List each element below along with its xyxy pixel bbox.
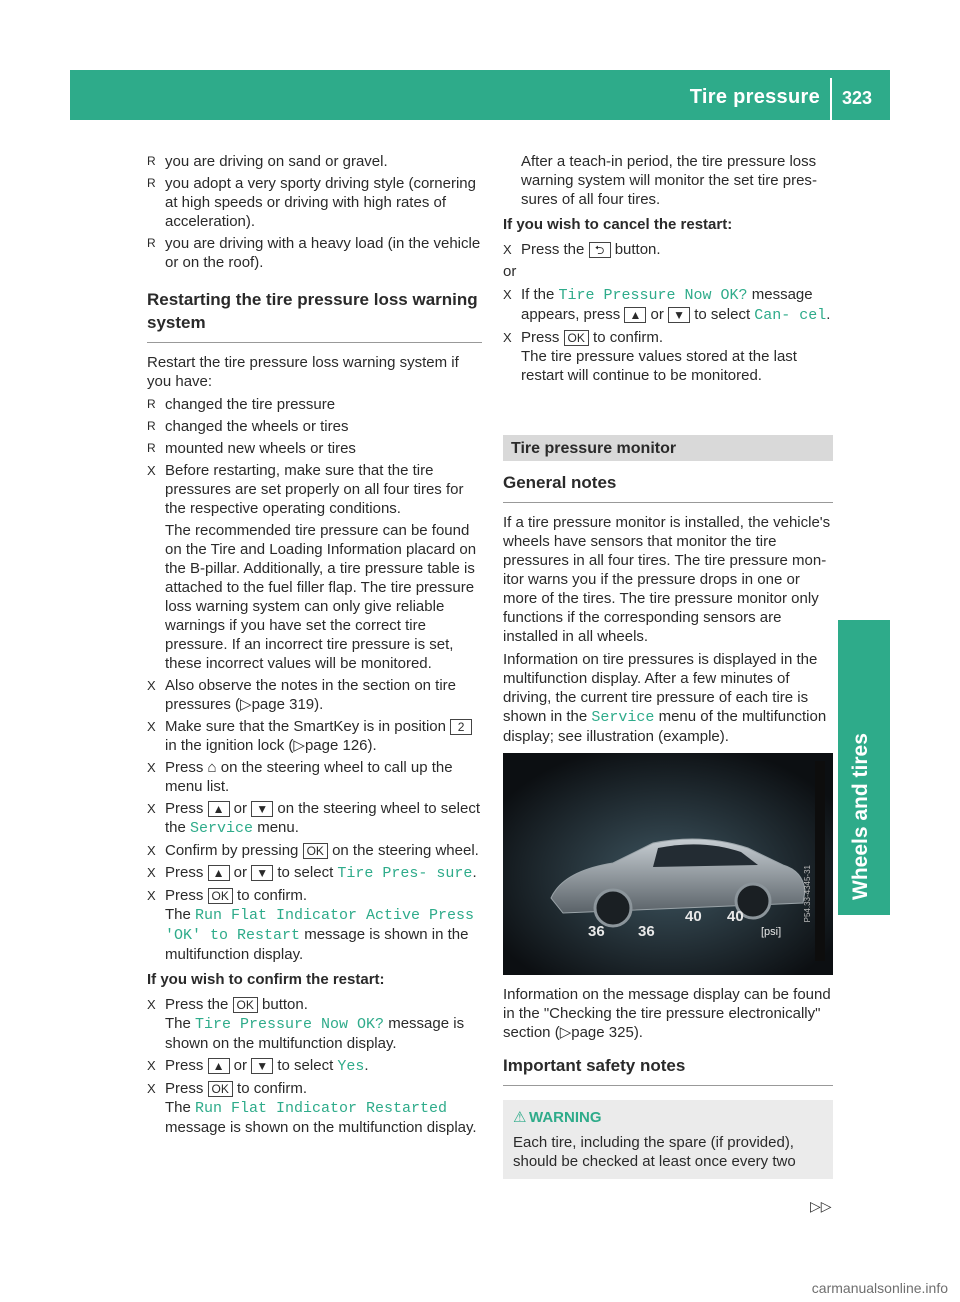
step-arrow-icon: X [147,1081,156,1096]
step-arrow-icon: X [147,843,156,858]
subheading-cancel: If you wish to cancel the restart: [503,216,733,233]
ok-key-icon: OK [564,330,589,346]
bullet-icon: R [147,397,156,411]
bullet-icon: R [147,236,156,250]
bullet-icon: R [147,176,156,190]
page-ref-icon: ▷ [240,696,252,713]
illustration-code: P54.33-4345-31 [803,865,812,923]
display-text: Yes [337,1058,365,1075]
pressure-front-right: 36 [638,923,655,940]
pressure-rear-left: 40 [685,908,702,925]
chapter-tab-label: Wheels and tires [849,733,872,900]
up-key-icon: ▲ [208,801,230,817]
down-key-icon: ▼ [251,801,273,817]
list-item: R mounted new wheels or tires [147,440,356,457]
step: X If the Tire Pressure Now OK? message appears, press ▲ or ▼ to select Can‑ cel. [503,286,831,324]
step-arrow-icon: X [147,801,156,816]
restart-intro: Restart the tire pressure loss warning system if you have: [147,354,459,390]
header-separator [830,78,832,120]
display-text: Run Flat Indicator Active Press 'OK' to Restart [165,907,475,944]
display-text: Can‑ cel [754,307,827,324]
heading-general-notes: General notes [503,471,833,503]
display-text: Tire Pressure Now OK? [195,1016,385,1033]
pressure-front-left: 36 [588,923,605,940]
step-arrow-icon: X [147,865,156,880]
page-number: 323 [841,88,872,108]
ok-key-icon: OK [303,843,328,859]
ok-key-icon: OK [208,1081,233,1097]
pressure-rear-right: 40 [727,908,744,925]
general-notes-p1: If a tire pressure monitor is installed, the vehicle's wheels have sensors that monitor the tire pressures in all four tires. The tire pressure monitor warns you if the pressure drops in one or more of the tires. The tire pressure monitor only functions if the corresponding sensors are installed in all wheels. [503,514,831,645]
list-item: R you are driving on sand or gravel. [147,153,388,170]
up-key-icon: ▲ [208,1058,230,1074]
subheading-confirm: If you wish to confirm the restart: [147,971,385,988]
step-arrow-icon: X [147,997,156,1012]
warning-header: ⚠ WARNING [513,1109,602,1126]
up-key-icon: ▲ [624,307,646,323]
step: X Press OK to confirm. The Run Flat Indicator Active Press 'OK' to Restart message is shown in the multifunction display. [147,887,475,963]
step: X Press OK to confirm. The Run Flat Indicator Restarted message is shown on the multifunction display. [147,1080,477,1136]
teachin-note: After a teach-in period, the tire pressure loss warning system will monitor the set tire pressures of all four tires. [521,153,817,208]
section-title: Tire pressure [689,86,820,108]
page-ref-link[interactable]: page 319). [251,696,324,713]
page-header [70,70,890,120]
display-text: Service [591,709,655,726]
bullet-icon: R [147,419,156,433]
heading-restart: Restarting the tire pressure loss warning system [147,288,482,343]
general-notes-p2: Information on tire pressures is displayed in the multifunction display. After a few minutes of driving, the current tire pressure of each tire is shown in the Service menu of the multifunction display; see illustration (example). [503,651,827,745]
list-item: R you are driving with a heavy load (in the vehicle or on the roof). [147,235,481,271]
step: X Press ▲ or ▼ to select Tire Pres‑ sure. [147,864,477,882]
bullet-icon: R [147,441,156,455]
back-key-icon: ⮌ [589,242,611,258]
pressure-unit: [psi] [761,926,782,938]
continued-icon: ▷▷ [810,1198,832,1214]
heading-safety-notes: Important safety notes [503,1054,833,1086]
step-arrow-icon: X [503,242,512,257]
step: X Before restarting, make sure that the tire pressures are set properly on all four tires for the respective operating conditions. The recommended tire pressure can be found on the Tire and Loading Information placard on the B-pillar. Additionally, a tire pressure table is attached to the fuel filler flap. The tire pressure loss warning system can only give reliable warnings if you have set the correct tire pressure. If an incorrect tire pressure is set, these incorrect values will be monitored. [147,461,482,673]
step-arrow-icon: X [147,1058,156,1073]
step: X Press OK to confirm. The tire pressure values stored at the last restart will continue to be monitored. [503,329,797,384]
display-text: Service [190,820,254,837]
right-column [503,152,833,750]
watermark: carmanualsonline.info [811,1280,948,1296]
step: X Also observe the notes in the section on tire pressures (▷page 319). [147,677,457,713]
display-text: Run Flat Indicator Restarted [195,1100,448,1117]
home-icon: ⌂ [207,759,217,776]
ok-key-icon: OK [208,888,233,904]
left-column [147,152,482,1140]
step-arrow-icon: X [147,463,156,478]
page-ref-link[interactable]: page 126). [304,737,377,754]
step-arrow-icon: X [147,760,156,775]
warning-triangle-icon: ⚠ [513,1109,527,1126]
warning-box [503,1100,833,1179]
page-ref-icon: ▷ [559,1024,572,1041]
down-key-icon: ▼ [668,307,690,323]
step-note: The recommended tire pressure can be found on the Tire and Loading Information placard on the B-pillar. Additionally, a tire pressure table is attached to the fuel filler flap. The tire pressure loss warning system can only give reliable warnings if you have set the correct tire pressure. If an incorrect tire pressure is set, these incorrect values will be monitored. [165,522,477,672]
up-key-icon: ▲ [208,865,230,881]
step: X Confirm by pressing OK on the steering wheel. [147,842,479,859]
step-arrow-icon: X [503,287,512,302]
chapter-tab [838,620,890,915]
down-key-icon: ▼ [251,1058,273,1074]
step: X Press the OK button. The Tire Pressure Now OK? message is shown on the multifunction display. [147,996,465,1052]
down-key-icon: ▼ [251,865,273,881]
step: X Press ▲ or ▼ on the steering wheel to select the Service menu. [147,800,480,837]
step-arrow-icon: X [147,678,156,693]
list-item: R changed the wheels or tires [147,418,349,435]
car-illustration-icon [503,753,833,975]
step-arrow-icon: X [503,330,512,345]
ok-key-icon: OK [233,997,258,1013]
step-arrow-icon: X [147,719,156,734]
or-text: or [503,263,517,280]
display-text: Tire Pres‑ sure [337,865,473,882]
list-item: R you adopt a very sporty driving style (cornering at high speeds or driving with high rates of acceleration). [147,175,476,230]
step-arrow-icon: X [147,888,156,903]
right-column-lower [503,985,833,1179]
section-band: Tire pressure monitor [503,435,833,461]
step: X Make sure that the SmartKey is in position 2 in the ignition lock (▷page 126). [147,717,482,755]
list-item: R changed the tire pressure [147,396,336,413]
page-ref-link[interactable]: page 325). [571,1024,643,1041]
step: X Press ▲ or ▼ to select Yes. [147,1057,369,1075]
warning-text: Each tire, including the spare (if provided), should be checked at least once every two [513,1134,796,1170]
step: X Press the ⮌ button. [503,241,661,258]
display-text: Tire Pressure Now OK? [558,287,748,304]
key-position-2-icon: 2 [450,719,472,735]
page-ref-icon: ▷ [293,737,305,754]
multifunction-display-illustration [503,753,833,975]
step: X Press ⌂ on the steering wheel to call up the menu list. [147,759,453,795]
message-display-info: Information on the message display can be found in the "Checking the tire pressure electronically" section (▷page 325). [503,986,831,1041]
bullet-icon: R [147,154,156,168]
